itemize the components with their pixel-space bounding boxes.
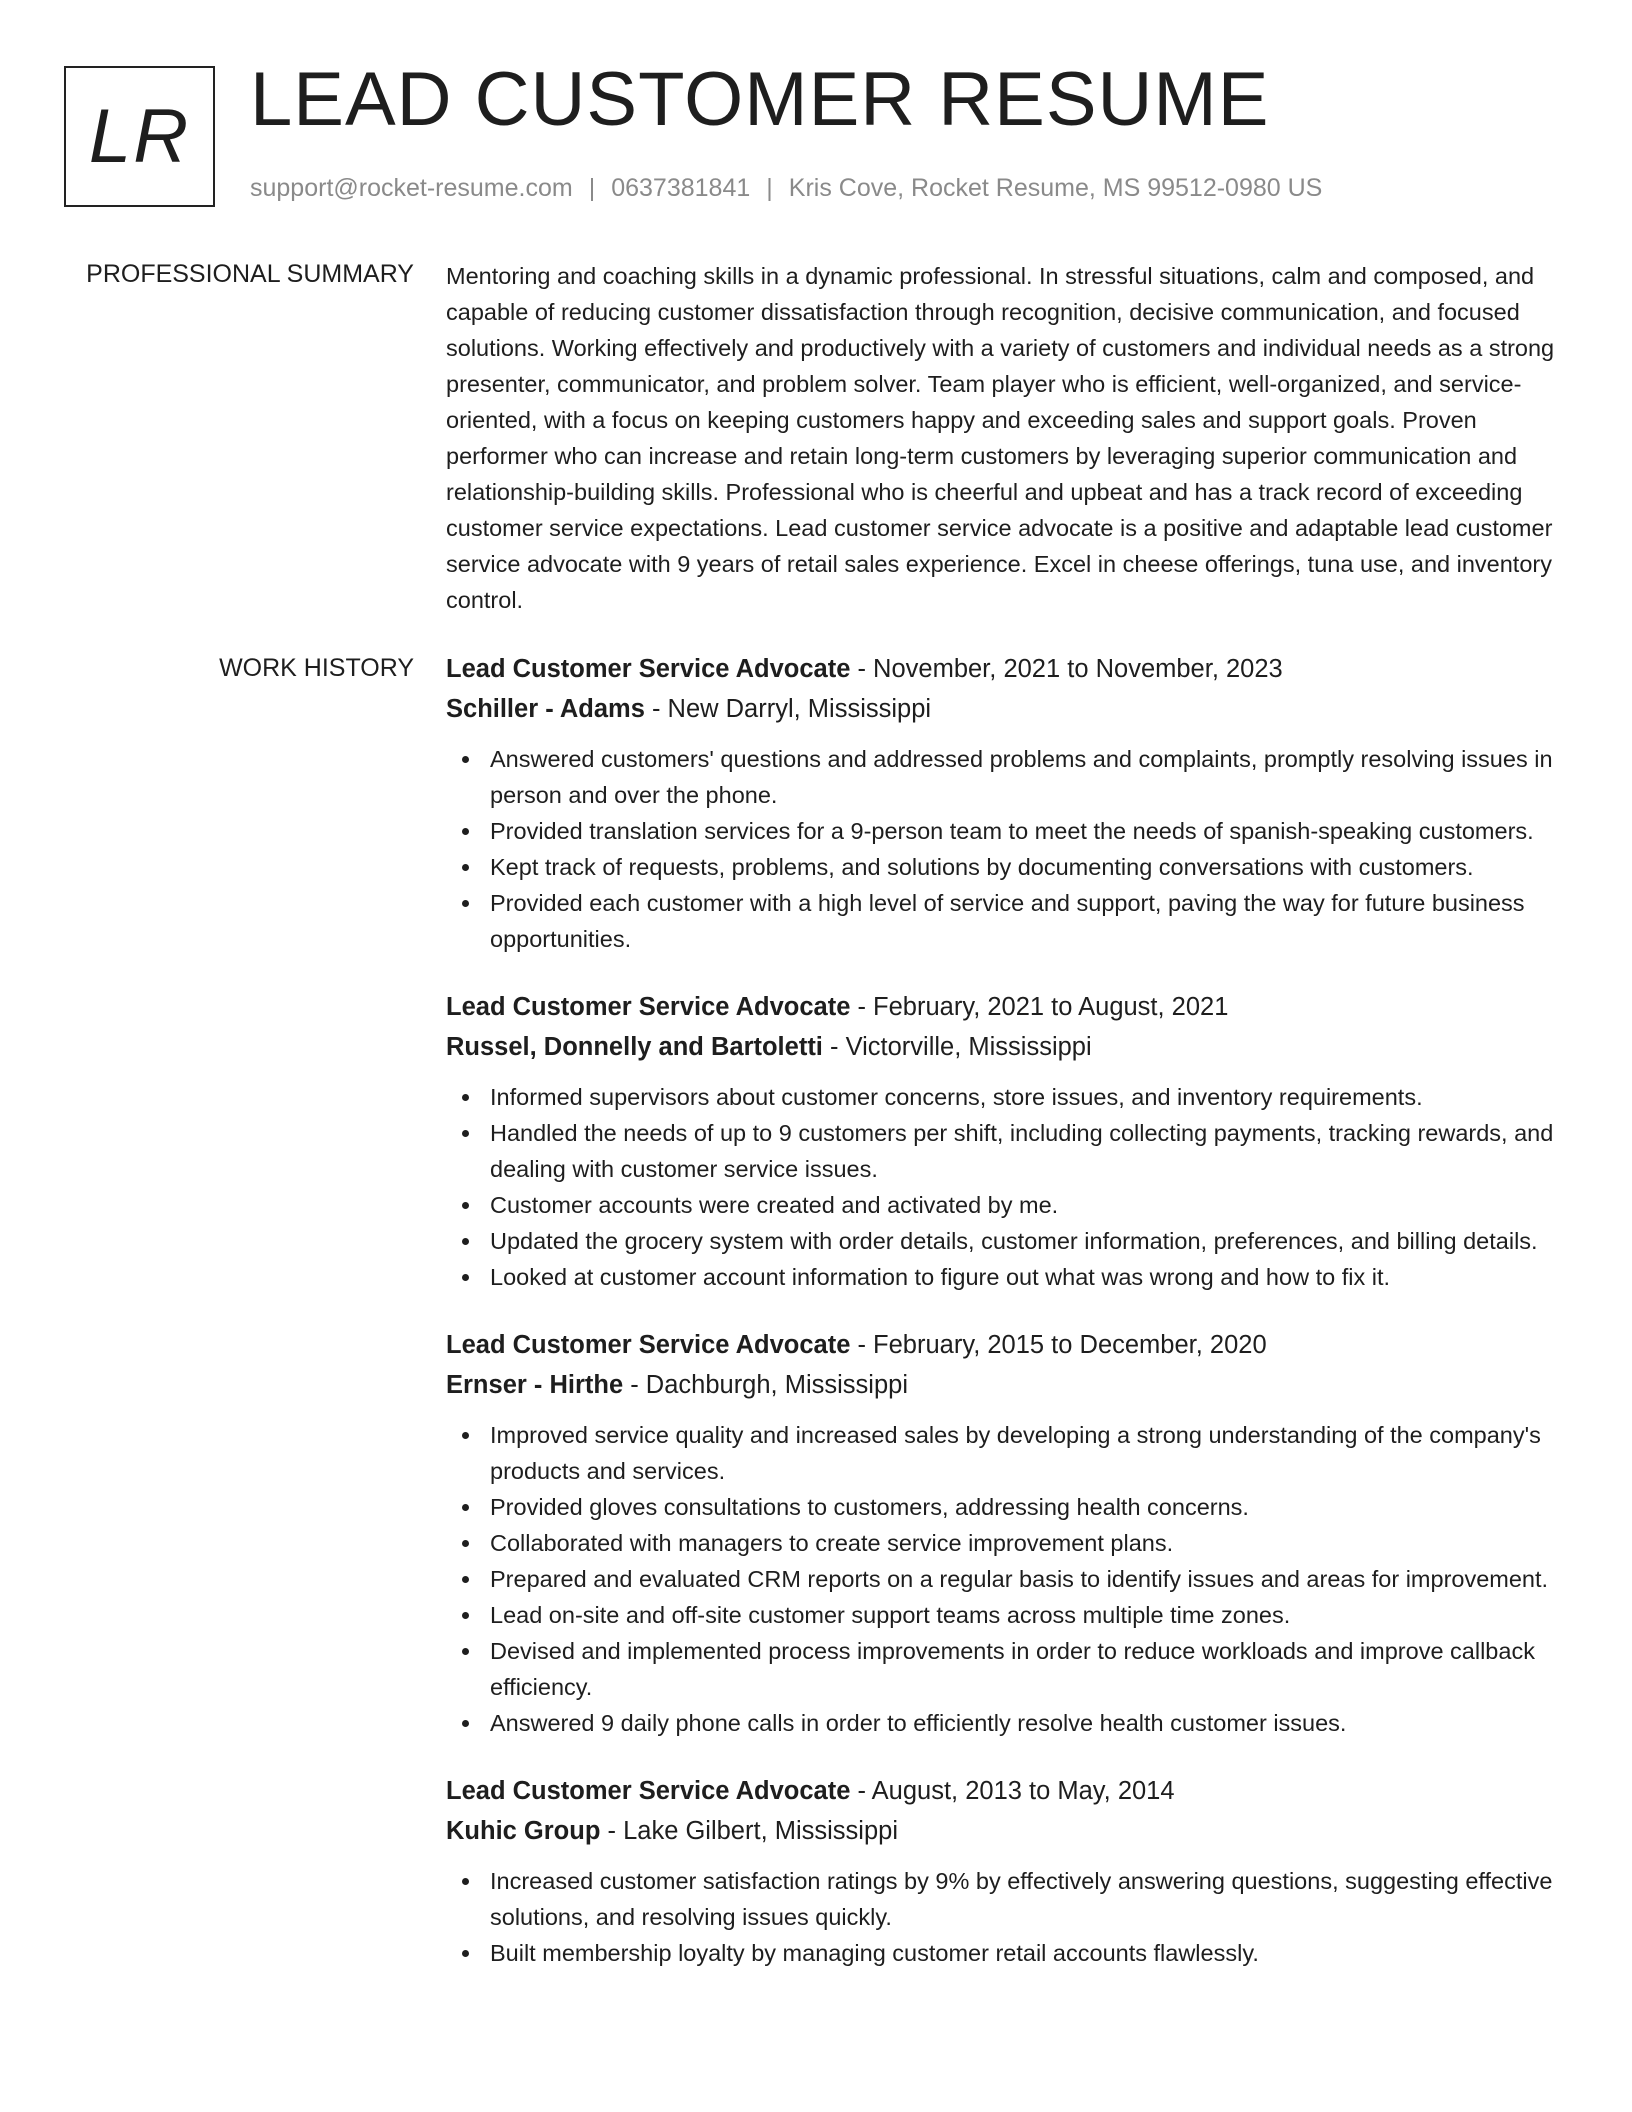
- job-location: - Dachburgh, Mississippi: [623, 1371, 908, 1399]
- job-bullet: Devised and implemented process improvements in order to reduce workloads and improve callback efficiency.: [490, 1633, 1562, 1705]
- summary-text: Mentoring and coaching skills in a dynamic professional. In stressful situations, calm and composed, and capable of reducing customer dissatisfaction through recognition, decisive communication, and focused solutions. Working effectively and productively with a variety of customers and individual needs as a strong presenter, communicator, and problem solver. Team player who is efficient, well-organized, and service-oriented, with a focus on keeping customers happy and exceeding sales and support goals. Proven performer who can increase and retain long-term customers by leveraging superior communication and relationship-building skills. Professional who is cheerful and upbeat and has a track record of exceeding customer service expectations. Lead customer service advocate is a positive and adaptable lead customer service advocate with 9 years of retail sales experience. Excel in cheese offerings, tuna use, and inventory control.: [446, 263, 1555, 613]
- job-bullet: Increased customer satisfaction ratings by 9% by effectively answering questions, suggesting effective solutions, and resolving issues quickly.: [490, 1863, 1562, 1935]
- job-bullet: Updated the grocery system with order details, customer information, preferences, and billing details.: [490, 1223, 1562, 1259]
- job-dates: - February, 2021 to August, 2021: [850, 993, 1229, 1021]
- job-bullet: Lead on-site and off-site customer support teams across multiple time zones.: [490, 1597, 1562, 1633]
- job-location: - New Darryl, Mississippi: [644, 695, 932, 723]
- job-location: - Victorville, Mississippi: [822, 1033, 1092, 1061]
- job-title-line: [446, 649, 1562, 689]
- job-bullet-list: [446, 1079, 1562, 1295]
- job-title: Lead Customer Service Advocate: [446, 1777, 851, 1805]
- job-company: Ernser - Hirthe: [446, 1371, 624, 1399]
- job-dates: - August, 2013 to May, 2014: [850, 1777, 1175, 1805]
- monogram-logo: [64, 66, 215, 207]
- job-company-line: [446, 1365, 1562, 1405]
- job-title-line: [446, 987, 1562, 1027]
- contact-line: [250, 176, 1322, 201]
- job-title-line: [446, 1325, 1562, 1365]
- job-bullet-list: [446, 1863, 1562, 1971]
- job-title: Lead Customer Service Advocate: [446, 993, 851, 1021]
- work-history-section: [446, 649, 1562, 2001]
- job-title-line: [446, 1771, 1562, 1811]
- job-entry: [446, 987, 1562, 1295]
- job-entry: [446, 1771, 1562, 1971]
- contact-separator: |: [766, 174, 773, 202]
- job-bullet: Kept track of requests, problems, and solutions by documenting conversations with customers.: [490, 849, 1562, 885]
- job-company: Schiller - Adams: [446, 695, 645, 723]
- job-title: Lead Customer Service Advocate: [446, 655, 851, 683]
- job-bullet: Handled the needs of up to 9 customers per shift, including collecting payments, tracking rewards, and dealing with customer service issues.: [490, 1115, 1562, 1187]
- contact-address: Kris Cove, Rocket Resume, MS 99512-0980 US: [788, 174, 1323, 202]
- job-bullet: Improved service quality and increased sales by developing a strong understanding of the company's products and services.: [490, 1417, 1562, 1489]
- job-entry: [446, 649, 1562, 957]
- job-company: Russel, Donnelly and Bartoletti: [446, 1033, 823, 1061]
- job-bullet: Collaborated with managers to create service improvement plans.: [490, 1525, 1562, 1561]
- monogram-initials: LR: [88, 93, 191, 179]
- job-company: Kuhic Group: [446, 1817, 601, 1845]
- summary-section: [446, 258, 1562, 618]
- job-company-line: [446, 1811, 1562, 1851]
- job-entry: [446, 1325, 1562, 1741]
- contact-phone[interactable]: 0637381841: [611, 174, 751, 202]
- job-bullet: Prepared and evaluated CRM reports on a regular basis to identify issues and areas for improvement.: [490, 1561, 1562, 1597]
- job-dates: - November, 2021 to November, 2023: [850, 655, 1283, 683]
- job-bullet-list: [446, 1417, 1562, 1741]
- job-company-line: [446, 689, 1562, 729]
- job-bullet: Provided gloves consultations to customers, addressing health concerns.: [490, 1489, 1562, 1525]
- summary-section-label: PROFESSIONAL SUMMARY: [86, 260, 414, 288]
- job-bullet: Informed supervisors about customer concerns, store issues, and inventory requirements.: [490, 1079, 1562, 1115]
- job-bullet-list: [446, 741, 1562, 957]
- work-history-section-label: WORK HISTORY: [219, 654, 414, 682]
- contact-separator: |: [588, 174, 596, 202]
- job-bullet: Provided each customer with a high level of service and support, paving the way for future business opportunities.: [490, 885, 1562, 957]
- job-bullet: Built membership loyalty by managing customer retail accounts flawlessly.: [490, 1935, 1562, 1971]
- job-location: - Lake Gilbert, Mississippi: [600, 1817, 899, 1845]
- resume-title: LEAD CUSTOMER RESUME: [250, 57, 1270, 142]
- job-company-line: [446, 1027, 1562, 1067]
- job-dates: - February, 2015 to December, 2020: [850, 1331, 1267, 1359]
- job-bullet: Provided translation services for a 9-person team to meet the needs of spanish-speaking customers.: [490, 813, 1562, 849]
- job-bullet: Answered 9 daily phone calls in order to efficiently resolve health customer issues.: [490, 1705, 1562, 1741]
- job-bullet: Customer accounts were created and activated by me.: [490, 1187, 1562, 1223]
- job-title: Lead Customer Service Advocate: [446, 1331, 851, 1359]
- job-bullet: Looked at customer account information to figure out what was wrong and how to fix it.: [490, 1259, 1562, 1295]
- contact-email[interactable]: support@rocket-resume.com: [250, 174, 573, 202]
- job-bullet: Answered customers' questions and addressed problems and complaints, promptly resolving issues in person and over the phone.: [490, 741, 1562, 813]
